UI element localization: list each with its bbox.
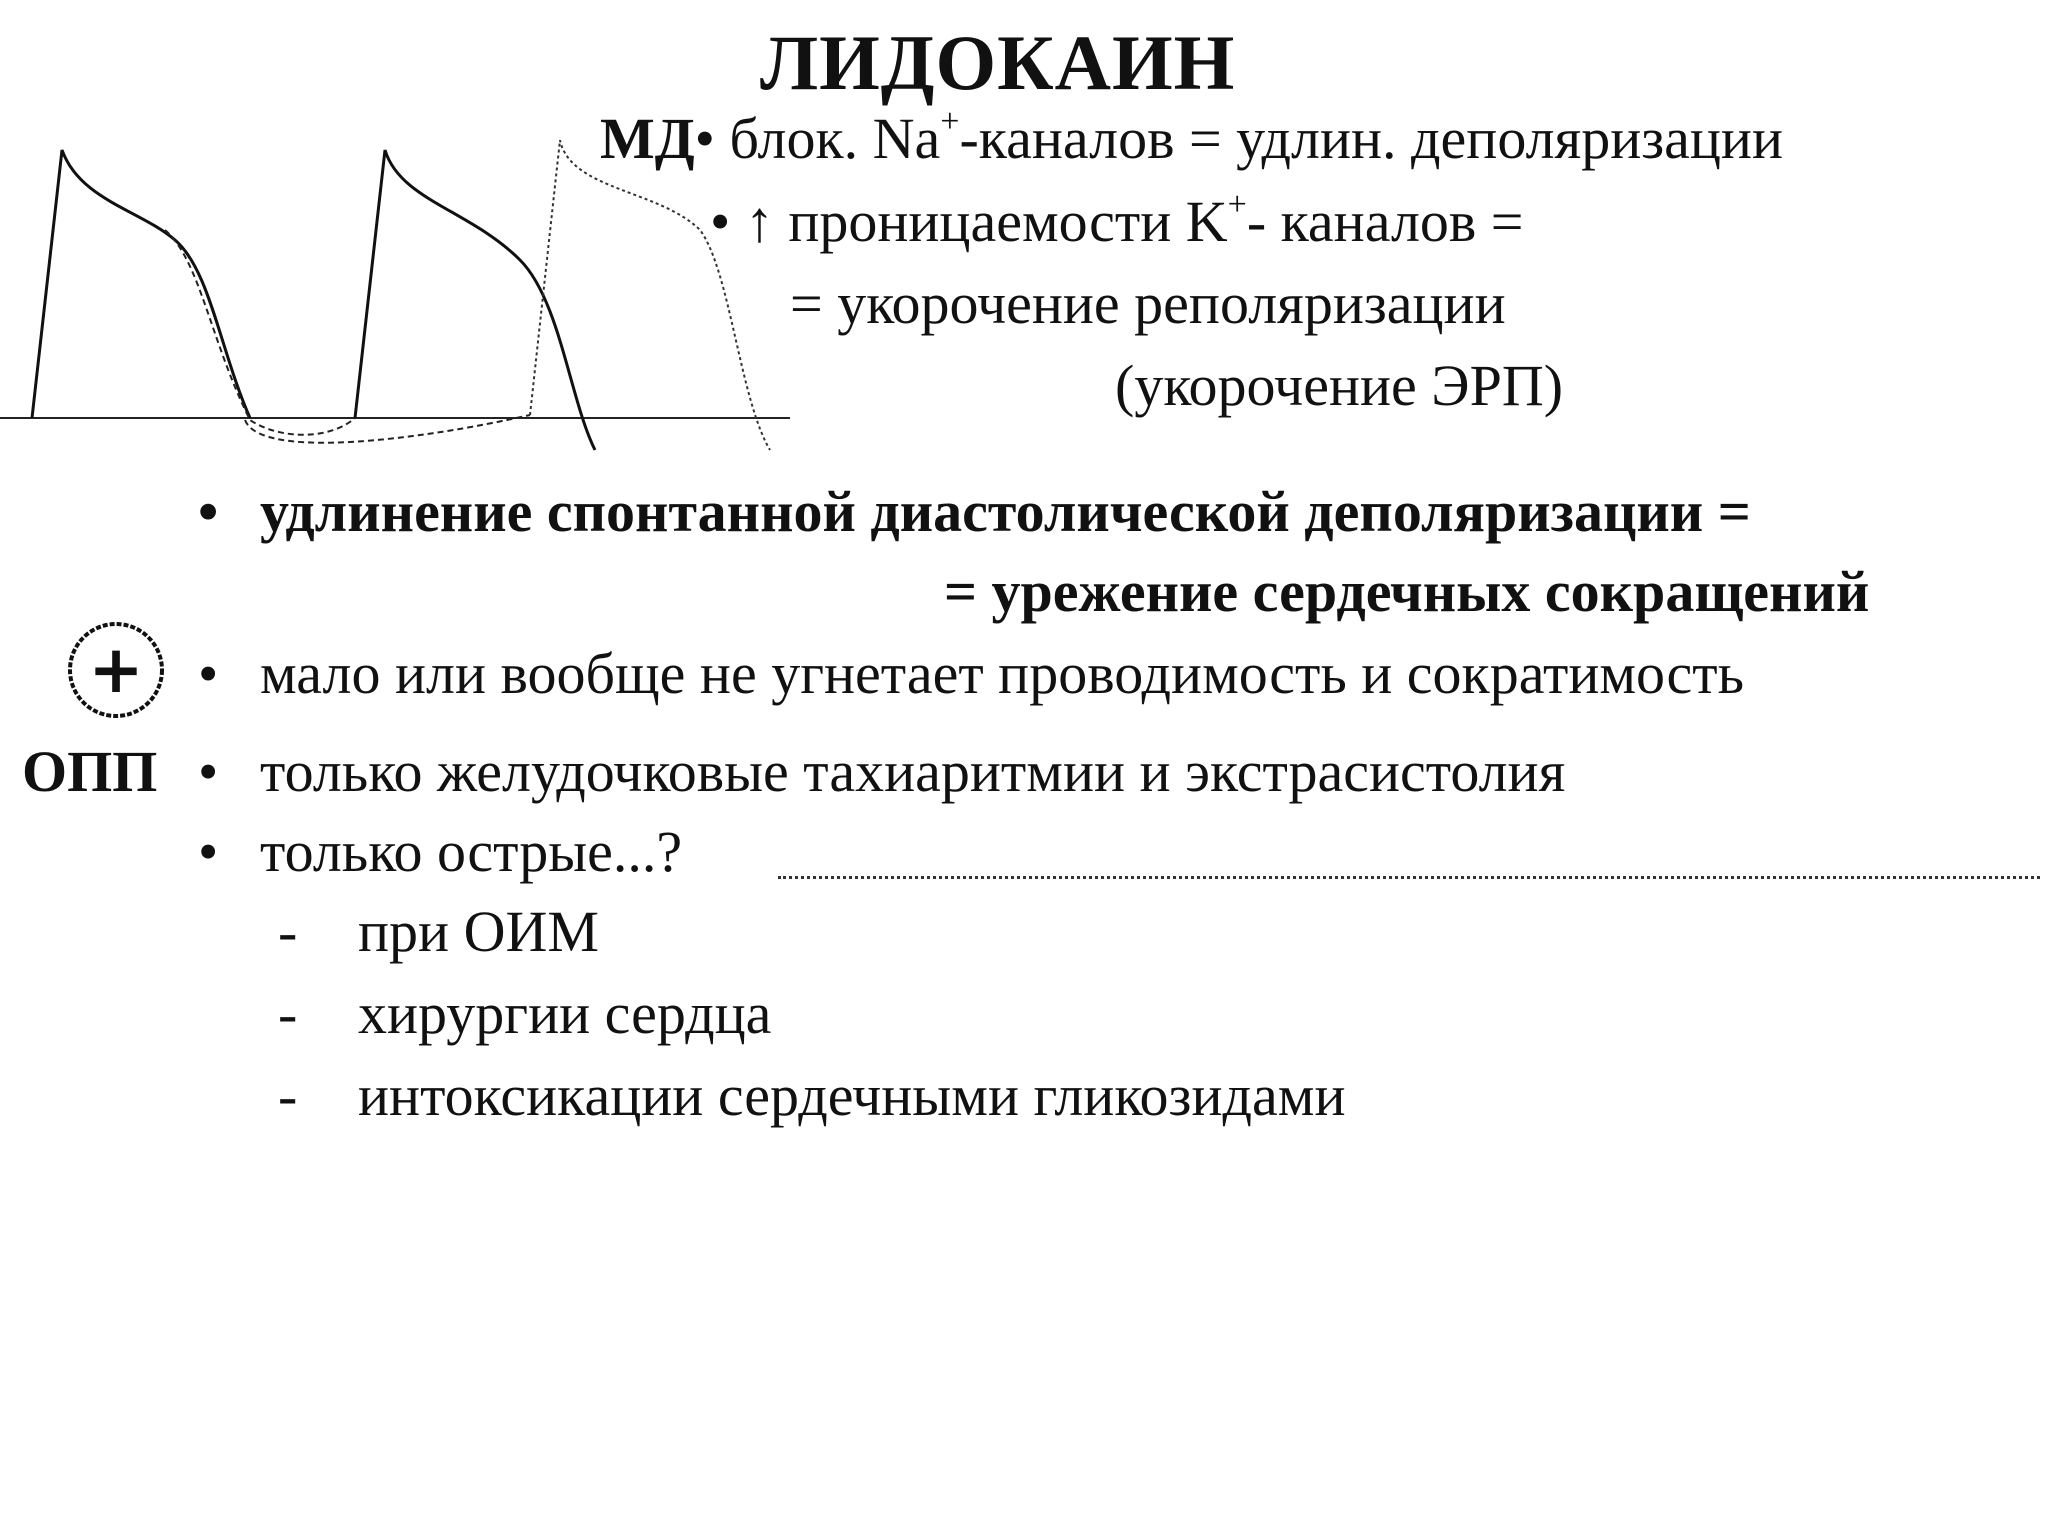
sub-item-1: - при ОИМ [278, 899, 599, 964]
plus-symbol: + [88, 631, 144, 708]
ap-dashed-2 [245, 415, 530, 443]
effect-item-2: • мало или вообще не угнетает проводимость и сократимость [198, 641, 1745, 706]
mechanism-line-4: (укорочение ЭРП) [1115, 353, 1564, 418]
indication-item-2: • только острые...? [198, 819, 683, 884]
mechanism-label: МД [600, 106, 695, 171]
mechanism-line-1: МД• блок. Na+-каналов = удлин. деполяризации [600, 103, 1784, 171]
ap-curve-2 [355, 150, 595, 450]
indication-item-1: • только желудочковые тахиаритмии и экстрасистолия [198, 739, 1566, 804]
mechanism-line-3: = укорочение реполяризации [790, 271, 1506, 336]
effect-item-1-cont: = урежение сердечных сокращений [944, 559, 1870, 624]
effect-item-1: • удлинение спонтанной диастолической деполяризации = [198, 479, 1751, 544]
dotted-answer-line [778, 876, 2040, 879]
action-potential-diagram [0, 140, 800, 460]
ap-dashed-1 [165, 230, 355, 435]
ap-curve-1 [32, 150, 250, 418]
sub-item-2: - хирургии сердца [278, 981, 772, 1046]
ap-dotted-3 [530, 140, 770, 450]
plus-circle-icon [64, 618, 168, 722]
indications-label: ОПП [22, 739, 158, 804]
sub-item-3: - интоксикации сердечными гликозидами [278, 1063, 1346, 1128]
page-title: ЛИДОКАИН [760, 19, 1236, 106]
mechanism-line-2: • ↑ проницаемости K+- каналов = [710, 186, 1524, 254]
